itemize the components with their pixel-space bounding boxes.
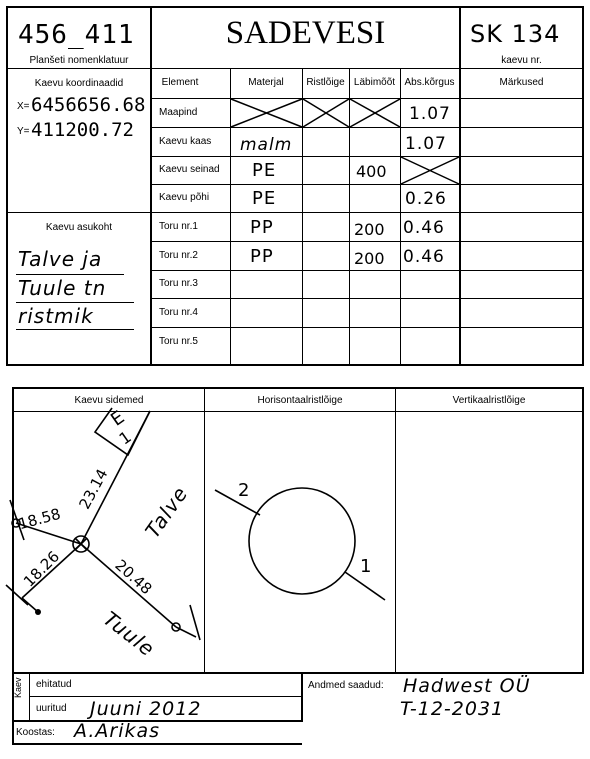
surveyed-value: Juuni 2012 — [90, 698, 202, 720]
header-notes: Märkused — [499, 77, 544, 88]
pipe-1-label: 1 — [360, 556, 373, 577]
row-abs-6: 0.46 — [403, 247, 445, 267]
built-label: ehitatud — [36, 679, 72, 690]
row-element-4: Kaevu põhi — [159, 192, 210, 203]
surveyed-label: uuritud — [36, 703, 67, 714]
box-letter: E — [107, 406, 130, 431]
dist-d: 20.48 — [111, 555, 156, 599]
data-label: Andmed saadud: — [308, 680, 384, 691]
compiler-value: A.Arikas — [74, 720, 161, 742]
coordinates-heading: Kaevu koordinaadid — [34, 78, 124, 89]
row-element-9: Toru nr.5 — [159, 336, 198, 347]
location-line-2: Tuule tn — [18, 276, 107, 300]
header-cross: Ristlõige — [306, 77, 345, 88]
links-header: Kaevu sidemed — [74, 395, 144, 406]
sheet-number: 456_411 — [18, 20, 135, 50]
row-element-1: Maapind — [159, 107, 198, 118]
x-prefix: X= — [17, 101, 30, 112]
dist-a: 18.58 — [16, 504, 63, 534]
row-abs-4: 0.26 — [405, 189, 447, 209]
row-material-2: malm — [240, 135, 293, 155]
box-number: 1 — [115, 426, 136, 449]
location-heading: Kaevu asukoht — [45, 222, 113, 233]
data-value-2: T-12-2031 — [400, 698, 505, 720]
y-coordinate: 411200.72 — [31, 119, 134, 141]
dist-b: 18.26 — [19, 547, 64, 591]
side-label: Kaev — [13, 677, 23, 698]
header-element: Element — [161, 77, 199, 88]
sheet-caption: Planšeti nomenklatuur — [29, 55, 129, 66]
row-element-6: Toru nr.2 — [159, 250, 198, 261]
row-abs-2: 1.07 — [405, 134, 447, 154]
row-material-6: PP — [250, 246, 274, 267]
location-line-1: Talve ja — [18, 247, 103, 271]
horizontal-header: Horisontaalristlõige — [257, 395, 343, 406]
compiler-label: Koostas: — [16, 727, 55, 738]
row-material-3: PE — [252, 160, 277, 181]
vertical-header: Vertikaalristlõige — [452, 395, 526, 406]
street-tuule: Tuule — [98, 606, 160, 662]
header-diameter: Läbimõõt — [353, 77, 396, 88]
row-diameter-3: 400 — [356, 162, 387, 181]
well-number: SK 134 — [470, 20, 561, 48]
row-diameter-5: 200 — [354, 220, 385, 239]
row-element-5: Toru nr.1 — [159, 221, 198, 232]
location-line-3: ristmik — [18, 304, 94, 328]
header-abs: Abs.kõrgus — [404, 77, 455, 88]
row-element-2: Kaevu kaas — [159, 136, 212, 147]
dist-c: 23.14 — [75, 465, 112, 513]
row-abs-1: 1.07 — [409, 104, 451, 124]
row-material-5: PP — [250, 217, 274, 238]
well-caption: kaevu nr. — [501, 55, 542, 66]
page-title: SADEVESI — [225, 15, 386, 51]
row-element-8: Toru nr.4 — [159, 307, 198, 318]
row-element-3: Kaevu seinad — [159, 164, 220, 175]
y-prefix: Y= — [17, 126, 30, 137]
street-talve: Talve — [140, 481, 193, 543]
data-value-1: Hadwest OÜ — [403, 675, 531, 697]
row-element-7: Toru nr.3 — [159, 278, 198, 289]
header-material: Materjal — [248, 77, 284, 88]
x-coordinate: 6456656.68 — [31, 94, 146, 116]
row-material-4: PE — [252, 188, 277, 209]
row-diameter-6: 200 — [354, 249, 385, 268]
pipe-2-label: 2 — [238, 480, 251, 501]
row-abs-5: 0.46 — [403, 218, 445, 238]
